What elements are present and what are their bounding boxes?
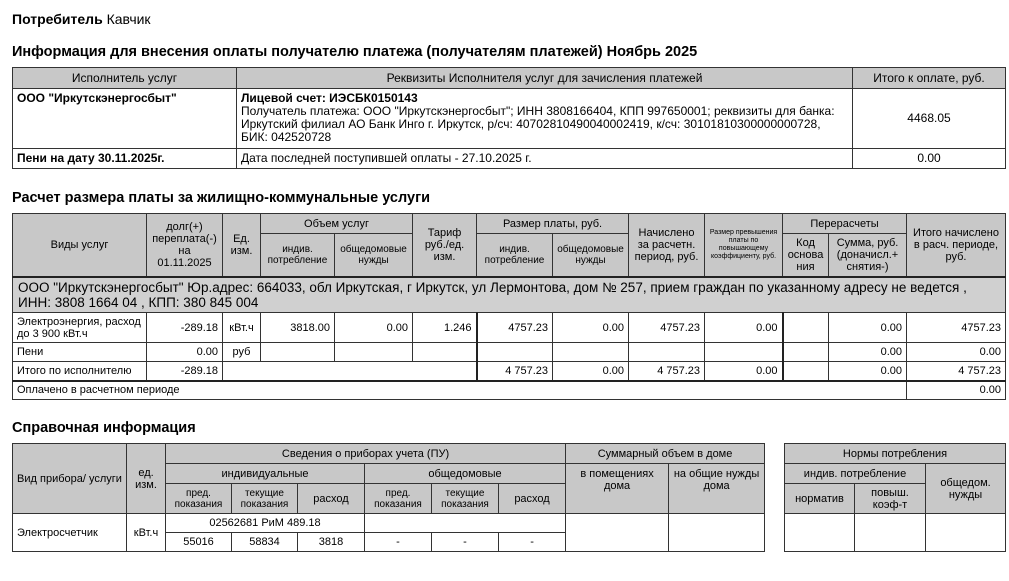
recalc-code-value (783, 343, 829, 362)
hdr-norms: Нормы потребления (785, 444, 1006, 464)
debt-value: 0.00 (147, 343, 223, 362)
vol-common-value: 0.00 (335, 313, 413, 343)
hdr-common-consumption: расход (499, 484, 566, 514)
hdr-coef: повыш. коэф-т (855, 484, 926, 514)
hdr-meters-info: Сведения о приборах учета (ПУ) (166, 444, 566, 464)
subtotal-accrued: 4 757.23 (629, 362, 705, 381)
hdr-recalc-code: Код основа ния (783, 234, 829, 277)
hdr-common-needs: на общие нужды дома (669, 464, 765, 514)
service-name: Электроэнергия, расход до 3 900 кВт.ч (13, 313, 147, 343)
penalty-value: 0.00 (853, 149, 1006, 169)
total-value: 0.00 (907, 343, 1006, 362)
subtotal-total: 4 757.23 (907, 362, 1006, 381)
provider-org-line: ООО "Иркутскэнергосбыт" Юр.адрес: 664033, обл Иркутская, г Иркутск, ул Лермонтова, дом № 257, прием граждан по указанному адресу не ведется , ИНН: 3808 1664 04 , КПП: 380 845 004 (13, 277, 1006, 313)
fee-common-value (553, 343, 629, 362)
paid-value: 0.00 (907, 381, 1006, 400)
coef-value (855, 514, 926, 552)
hdr-norms-common: общедом. нужды (926, 464, 1006, 514)
col-provider: Исполнитель услуг (13, 68, 237, 89)
subtotal-recalc-sum: 0.00 (829, 362, 907, 381)
consumer-name: Кавчик (106, 11, 151, 27)
consumer-line (12, 11, 151, 27)
meter-id: 02562681 РиМ 489.18 (166, 514, 365, 533)
hdr-fee-common: общедомовые нужды (553, 234, 629, 277)
calculation-table (12, 213, 1006, 400)
hdr-debt: долг(+) переплата(-) на 01.11.2025 (147, 214, 223, 277)
common-meter-id (365, 514, 566, 533)
hdr-individual: индивидуальные (166, 464, 365, 484)
hdr-unit: ед. изм. (127, 444, 166, 514)
unit-value: кВт.ч (223, 313, 261, 343)
payment-info-title: Информация для внесения оплаты получателю платежа (получателям платежей) (12, 44, 603, 60)
subtotal-fee-indiv: 4 757.23 (477, 362, 553, 381)
hdr-norms-indiv: индив. потребление (785, 464, 926, 484)
hdr-common: общедомовые (365, 464, 566, 484)
hdr-volume-common: общедомовые нужды (335, 234, 413, 277)
fee-common-value: 0.00 (553, 313, 629, 343)
accrued-value: 4757.23 (629, 313, 705, 343)
table-row (13, 149, 1006, 169)
total-value: 4757.23 (907, 313, 1006, 343)
recalc-code-value (783, 313, 829, 343)
norms-table (784, 443, 1006, 552)
bank-details: Получатель платежа: ООО "Иркутскэнергосбыт"; ИНН 3808166404, КПП 997650001; реквизиты для банка: Иркутский филиал АО Банк Инго г. Иркутск, р/сч: 40702810490040002419, к/сч: 30101810300000000728, БИК: 042520728 (241, 104, 835, 144)
billing-period: Ноябрь 2025 (606, 44, 698, 60)
hdr-recalc: Перерасчеты (783, 214, 907, 234)
subtotal-recalc-code (783, 362, 829, 381)
last-payment-date: Дата последней поступившей оплаты - 27.10.2025 г. (237, 149, 853, 169)
table-row (785, 514, 1006, 552)
hdr-service-types: Виды услуг (13, 214, 147, 277)
hdr-excess: Размер превышения платы по повышающему коэффициенту, руб. (705, 214, 783, 277)
hdr-in-premises: в помещениях дома (566, 464, 669, 514)
tariff-value: 1.246 (413, 313, 477, 343)
hdr-house-total: Суммарный объем в доме (566, 444, 765, 464)
service-name: Пени (13, 343, 147, 362)
prev-reading: 55016 (166, 533, 232, 552)
subtotal-fee-common: 0.00 (553, 362, 629, 381)
hdr-accrued: Начислено за расчетн. период, руб. (629, 214, 705, 277)
norm-value (785, 514, 855, 552)
subtotal-row (13, 362, 1006, 381)
excess-value: 0.00 (705, 313, 783, 343)
meters-table (12, 443, 765, 552)
common-needs-value (669, 514, 765, 552)
table-row (13, 89, 1006, 149)
current-reading: 58834 (232, 533, 298, 552)
table-row (13, 343, 1006, 362)
table-row (13, 313, 1006, 343)
hdr-consumption: расход (298, 484, 365, 514)
hdr-total: Итого начислено в расч. периоде, руб. (907, 214, 1006, 277)
penalty-date-label: Пени на дату 30.11.2025г. (13, 149, 237, 169)
hdr-unit: Ед. изм. (223, 214, 261, 277)
hdr-volume-indiv: индив. потребление (261, 234, 335, 277)
hdr-volume: Объем услуг (261, 214, 413, 234)
hdr-norm: норматив (785, 484, 855, 514)
debt-value: -289.18 (147, 313, 223, 343)
common-prev-reading: - (365, 533, 432, 552)
reference-section-title: Справочная информация (12, 420, 196, 436)
in-premises-value (566, 514, 669, 552)
provider-name: ООО "Иркутскэнергосбыт" (13, 89, 237, 149)
subtotal-excess: 0.00 (705, 362, 783, 381)
device-unit: кВт.ч (127, 514, 166, 552)
subtotal-empty (223, 362, 477, 381)
col-requisites: Реквизиты Исполнителя услуг для зачисления платежей (237, 68, 853, 89)
subtotal-label: Итого по исполнителю (13, 362, 147, 381)
consumer-label: Потребитель (12, 11, 103, 27)
hdr-current: текущие показания (232, 484, 298, 514)
fee-indiv-value: 4757.23 (477, 313, 553, 343)
device-name: Электросчетчик (13, 514, 127, 552)
payment-info-heading (12, 44, 697, 60)
subtotal-debt: -289.18 (147, 362, 223, 381)
hdr-recalc-sum: Сумма, руб. (доначисл.+ снятия-) (829, 234, 907, 277)
vol-indiv-value (261, 343, 335, 362)
provider-requisites (237, 89, 853, 149)
hdr-prev: пред. показания (166, 484, 232, 514)
recalc-sum-value: 0.00 (829, 313, 907, 343)
col-total-due: Итого к оплате, руб. (853, 68, 1006, 89)
calc-section-title: Расчет размера платы за жилищно-коммунальные услуги (12, 190, 431, 206)
tariff-value (413, 343, 477, 362)
hdr-device: Вид прибора/ услуги (13, 444, 127, 514)
hdr-common-prev: пред. показания (365, 484, 432, 514)
consumption-value: 3818 (298, 533, 365, 552)
hdr-common-current: текущие показания (432, 484, 499, 514)
common-current-reading: - (432, 533, 499, 552)
excess-value (705, 343, 783, 362)
hdr-tariff: Тариф руб./ед. изм. (413, 214, 477, 277)
recalc-sum-value: 0.00 (829, 343, 907, 362)
common-consumption-value: - (499, 533, 566, 552)
fee-indiv-value (477, 343, 553, 362)
accrued-value (629, 343, 705, 362)
paid-label: Оплачено в расчетном периоде (13, 381, 907, 400)
payment-info-table (12, 67, 1006, 169)
hdr-fee: Размер платы, руб. (477, 214, 629, 234)
hdr-fee-indiv: индив. потребление (477, 234, 553, 277)
vol-indiv-value: 3818.00 (261, 313, 335, 343)
paid-row (13, 381, 1006, 400)
total-due-value: 4468.05 (853, 89, 1006, 149)
common-norm-value (926, 514, 1006, 552)
unit-value: руб (223, 343, 261, 362)
vol-common-value (335, 343, 413, 362)
account-number: Лицевой счет: ИЭСБК0150143 (241, 91, 418, 105)
table-row (13, 514, 765, 533)
